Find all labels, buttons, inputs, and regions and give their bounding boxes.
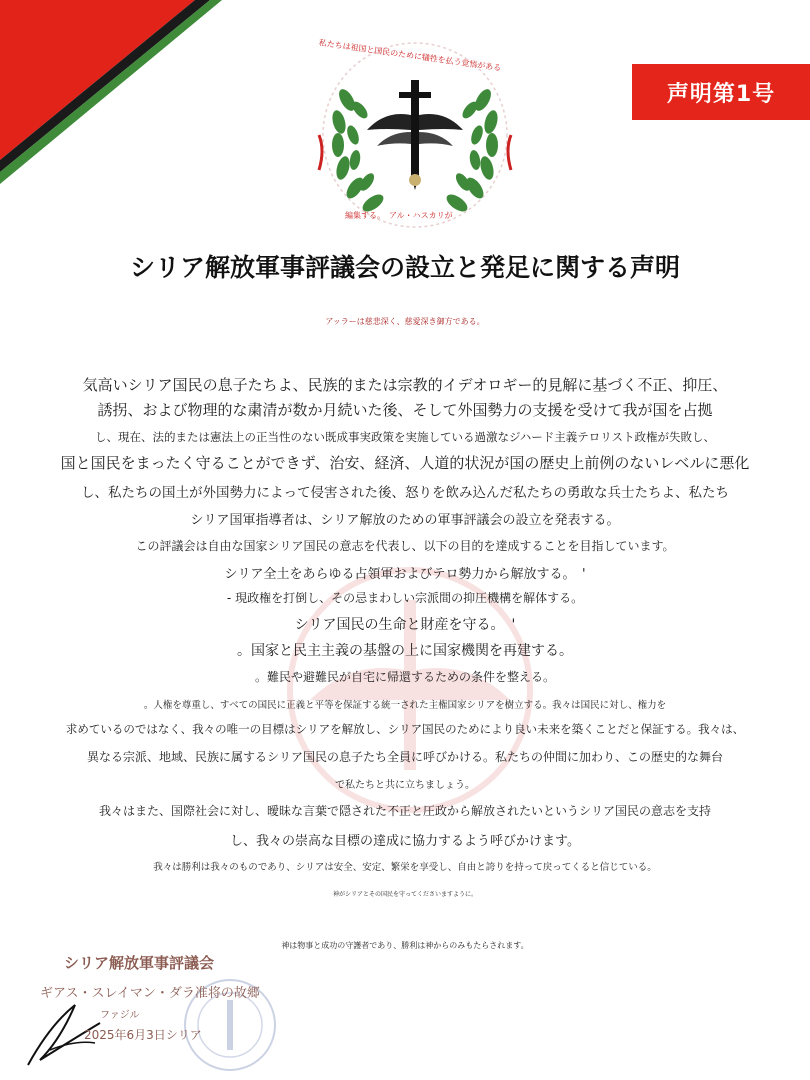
body-line: シリア国民の生命と財産を守る。 ' (294, 617, 516, 633)
body-line: 異なる宗派、地域、民族に属するシリア国民の息子たち全員に呼びかける。私たちの仲間に加わり、この歴史的な舞台 (86, 750, 723, 764)
body-line: 。人権を尊重し、すべての国民に正義と平等を保証する統一された主権国家シリアを樹立する。我々は国民に対し、権力を (143, 700, 667, 711)
basmala-line: アッラーは慈悲深く、慈愛深き御方である。 (325, 317, 485, 326)
statement-number-badge: 声明第1号 (632, 64, 810, 120)
body-line: 神がシリアとその国民を守ってくださいますように。 (332, 891, 477, 898)
signature-date: 2025年6月3日シリア (84, 1028, 202, 1042)
seal-bottom-text: 編集する。 アル・ハスカリが (345, 211, 453, 220)
flag-corner-decoration (0, 0, 260, 200)
closing-line: 神は物事と成功の守護者であり、勝利は神からのみもたらされます。 (281, 941, 529, 950)
seal-motto: 私たちは祖国と国民のために犠牲を払う覚悟がある (318, 38, 502, 73)
body-line: シリア全土をあらゆる占領軍およびテロ勢力から解放する。 ' (224, 567, 586, 582)
body-line: し、私たちの国土が外国勢力によって侵害された後、怒りを飲み込んだ私たちの勇敢な兵士たちよ、私たち (81, 485, 729, 501)
body-line: 誘拐、および物理的な粛清が数か月続いた後、そして外国勢力の支援を受けて我が国を占拠 (97, 401, 713, 419)
body-line: 我々はまた、国際社会に対し、曖昧な言葉で隠された不正と圧政から解放されたいというシリア国民の意志を支持 (98, 804, 711, 818)
body-line: - 現政権を打倒し、その忌まわしい宗派間の抑圧機構を解体する。 (226, 591, 584, 605)
body-line: し、我々の崇高な目標の達成に協力するよう呼びかけます。 (230, 834, 580, 849)
signature-place: ファジル (100, 1010, 140, 1021)
body-line: シリア国軍指導者は、シリア解放のための軍事評議会の設立を発表する。 (190, 513, 620, 528)
body-line: この評議会は自由な国家シリア国民の意志を代表し、以下の目的を達成することを目指しています。 (135, 539, 675, 553)
signature-name: ギアス・スレイマン・ダラ准将の故郷 (40, 986, 260, 1001)
body-line: 。国家と民主主義の基盤の上に国家機関を再建する。 (237, 643, 573, 659)
body-line: 。難民や避難民が自宅に帰還するための条件を整える。 (254, 670, 555, 684)
body-line: で私たちと共に立ちましょう。 (335, 780, 475, 791)
body-line: し、現在、法的または憲法上の正当性のない既成事実政策を実施している過激なジハード主義テロリスト政権が失敗し、 (95, 430, 715, 444)
body-line: 求めているのではなく、我々の唯一の目標はシリアを解放し、シリア国民のためにより良い未来を築くことだと保証する。我々は、 (65, 722, 745, 736)
body-line: 国と国民をまったく守ることができず、治安、経済、人道的状況が国の歴史上前例のないレベルに悪化 (60, 454, 750, 472)
body-line: 気高いシリア国民の息子たちよ、民族的または宗教的イデオロギー的見解に基づく不正、抑圧、 (82, 376, 728, 394)
signature-council: シリア解放軍事評議会 (64, 954, 215, 972)
body-line: 我々は勝利は我々のものであり、シリアは安全、安定、繁栄を享受し、自由と誇りを持って戻ってくると信じている。 (153, 862, 657, 873)
page-title: シリア解放軍事評議会の設立と発足に関する声明 (129, 253, 680, 282)
